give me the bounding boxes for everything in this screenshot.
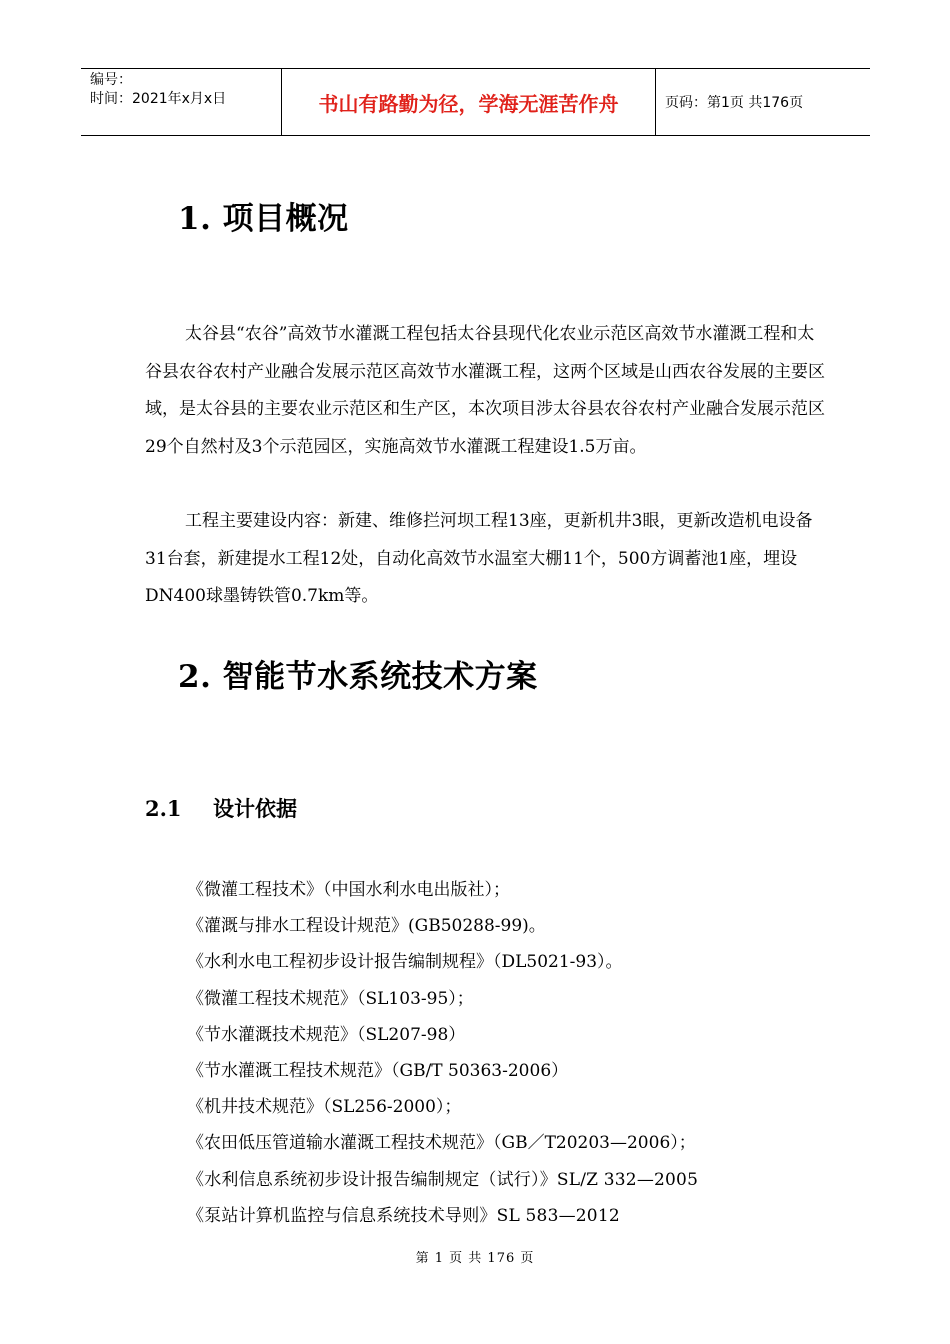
header-meta bbox=[81, 69, 282, 135]
section-1-title: 1. 项目概况 bbox=[178, 201, 349, 237]
reference-item: 《水利水电工程初步设计报告编制规程》（DL5021-93）。 bbox=[187, 952, 623, 973]
document-time: 时间：2021年x月x日 bbox=[90, 91, 227, 107]
paragraph-2-text: 工程主要建设内容：新建、维修拦河坝工程13座，更新机井3眼，更新改造机电设备31台套，新建提水工程12处，自动化高效节水温室大棚11个，500方调蓄池1座，埋设DN400球墨铸铁管0.7km等。 bbox=[145, 511, 813, 606]
page-footer: 第 1 页 共 176 页 bbox=[415, 1251, 535, 1266]
reference-item: 《农田低压管道输水灌溉工程技术规范》（GB／T20203—2006）； bbox=[187, 1133, 696, 1154]
reference-item: 《微灌工程技术规范》（SL103-95）； bbox=[187, 988, 474, 1009]
page-header bbox=[81, 68, 870, 136]
section-1-paragraph-2 bbox=[145, 503, 825, 616]
header-page-info: 页码：第1页 共176页 bbox=[665, 95, 804, 111]
reference-item: 《水利信息系统初步设计报告编制规定（试行）》SL/Z 332—2005 bbox=[187, 1169, 699, 1190]
document-number: 编号： bbox=[90, 72, 132, 88]
reference-item: 《微灌工程技术》（中国水利水电出版社）； bbox=[187, 880, 510, 900]
section-2-title: 2. 智能节水系统技术方案 bbox=[178, 659, 538, 695]
reference-item: 《节水灌溉工程技术规范》（GB/T 50363-2006） bbox=[187, 1061, 569, 1082]
header-motto: 书山有路勤为径，学海无涯苦作舟 bbox=[282, 69, 656, 135]
section-2-1-title: 设计依据 bbox=[213, 796, 297, 821]
section-2-1-heading bbox=[145, 793, 297, 823]
paragraph-1-text: 太谷县“农谷”高效节水灌溉工程包括太谷县现代化农业示范区高效节水灌溉工程和太谷县农谷农村产业融合发展示范区高效节水灌溉工程，这两个区域是山西农谷发展的主要区域，是太谷县的主要农业示范区和生产区，本次项目涉太谷县农谷农村产业融合发展示范区29个自然村及3个示范园区，实施高效节水灌溉工程建设1.5万亩。 bbox=[145, 324, 825, 457]
section-2-1-number: 2.1 bbox=[145, 796, 182, 821]
reference-list bbox=[187, 872, 698, 1234]
reference-item: 《灌溉与排水工程设计规范》(GB50288-99)。 bbox=[187, 916, 546, 937]
reference-item: 《泵站计算机监控与信息系统技术导则》SL 583—2012 bbox=[187, 1205, 620, 1226]
reference-item: 《机井技术规范》（SL256-2000）； bbox=[187, 1097, 462, 1118]
reference-item: 《节水灌溉技术规范》（SL207-98） bbox=[187, 1024, 466, 1045]
section-1-paragraph-1 bbox=[145, 316, 825, 466]
